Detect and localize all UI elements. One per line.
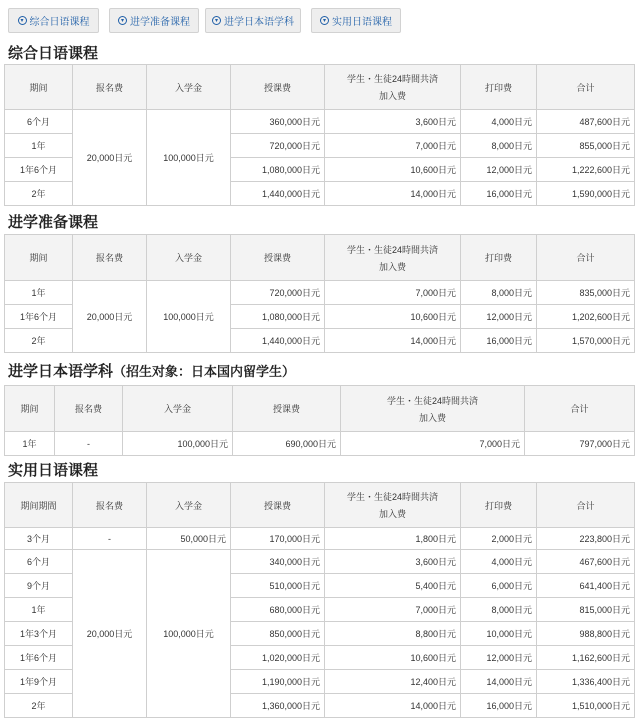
- col-admission: 入学金: [147, 483, 231, 528]
- table-row: 1年 680,000日元 7,000日元 8,000日元 815,000日元: [5, 598, 635, 622]
- col-registration: 报名费: [55, 386, 123, 432]
- col-period: 期间: [5, 65, 73, 110]
- section-title-practical: 实用日语课程: [8, 462, 99, 479]
- col-print: 打印费: [461, 235, 537, 281]
- col-admission: 入学金: [147, 65, 231, 110]
- table-header-row: [5, 483, 635, 528]
- col-tuition: 授课费: [231, 483, 325, 528]
- tab-general-japanese[interactable]: ▾ 综合日语课程: [8, 8, 99, 33]
- col-print: 打印费: [461, 483, 537, 528]
- tab-japanese-dept[interactable]: ▾ 进学日本语学科: [205, 8, 301, 33]
- table-row: 1年6个月 1,020,000日元 10,600日元 12,000日元 1,162,600日元: [5, 646, 635, 670]
- table-row: 6个月 20,000日元 100,000日元 340,000日元 3,600日元 4,000日元 467,600日元: [5, 550, 635, 574]
- table-header-row: [5, 386, 635, 432]
- table-row: 1年 - 100,000日元 690,000日元 7,000日元 797,000日元: [5, 432, 635, 456]
- admission-fee: 100,000日元: [147, 281, 231, 353]
- chevron-down-circle-icon: ▾: [118, 16, 127, 25]
- table-row: 1年 720,000日元 7,000日元 8,000日元 855,000日元: [5, 134, 635, 158]
- col-insurance: 学生・生徒24時間共済 加入费: [325, 483, 461, 528]
- col-tuition: 授课费: [233, 386, 341, 432]
- col-period: 期间: [5, 386, 55, 432]
- table-row: 6个月 20,000日元 100,000日元 360,000日元 3,600日元 4,000日元 487,600日元: [5, 110, 635, 134]
- fee-table-general: [4, 64, 635, 206]
- table-header-row: [5, 65, 635, 110]
- tab-advance-prep[interactable]: ▾ 进学准备课程: [109, 8, 199, 33]
- fee-table-practical: [4, 482, 635, 718]
- registration-fee: 20,000日元: [73, 281, 147, 353]
- chevron-down-circle-icon: ▾: [320, 16, 329, 25]
- col-total: 合计: [537, 65, 635, 110]
- admission-fee: 100,000日元: [147, 110, 231, 206]
- tab-practical-japanese[interactable]: ▾ 实用日语课程: [311, 8, 401, 33]
- col-registration: 报名费: [73, 235, 147, 281]
- fee-table-japanese-dept: [4, 385, 635, 456]
- col-total: 合计: [537, 235, 635, 281]
- table-row: 1年3个月 850,000日元 8,800日元 10,000日元 988,800日元: [5, 622, 635, 646]
- col-period: 期间期間: [5, 483, 73, 528]
- col-registration: 报名费: [73, 483, 147, 528]
- col-insurance: 学生・生徒24時間共済 加入费: [341, 386, 525, 432]
- col-total: 合计: [537, 483, 635, 528]
- chevron-down-circle-icon: ▾: [18, 16, 27, 25]
- table-row: 1年6个月 1,080,000日元 10,600日元 12,000日元 1,222,600日元: [5, 158, 635, 182]
- table-row: 1年9个月 1,190,000日元 12,400日元 14,000日元 1,336,400日元: [5, 670, 635, 694]
- col-tuition: 授课费: [231, 65, 325, 110]
- registration-fee: 20,000日元: [73, 550, 147, 718]
- section-title-advance-prep: 进学准备课程: [8, 214, 99, 231]
- col-print: 打印费: [461, 65, 537, 110]
- col-admission: 入学金: [123, 386, 233, 432]
- registration-fee: 20,000日元: [73, 110, 147, 206]
- table-row: 3个月 - 50,000日元 170,000日元 1,800日元 2,000日元 223,800日元: [5, 528, 635, 550]
- table-header-row: [5, 235, 635, 281]
- admission-fee: 100,000日元: [147, 550, 231, 718]
- table-row: 2年 1,360,000日元 14,000日元 16,000日元 1,510,000日元: [5, 694, 635, 718]
- table-row: 1年6个月 1,080,000日元 10,600日元 12,000日元 1,202,600日元: [5, 305, 635, 329]
- chevron-down-circle-icon: ▾: [212, 16, 221, 25]
- table-row: 9个月 510,000日元 5,400日元 6,000日元 641,400日元: [5, 574, 635, 598]
- col-period: 期间: [5, 235, 73, 281]
- table-row: 1年 20,000日元 100,000日元 720,000日元 7,000日元 8,000日元 835,000日元: [5, 281, 635, 305]
- col-tuition: 授课费: [231, 235, 325, 281]
- col-admission: 入学金: [147, 235, 231, 281]
- col-registration: 报名费: [73, 65, 147, 110]
- fee-table-advance-prep: [4, 234, 635, 353]
- section-title-japanese-dept: 进学日本语学科（招生对象：日本国内留学生）: [8, 363, 296, 380]
- table-row: 2年 1,440,000日元 14,000日元 16,000日元 1,570,000日元: [5, 329, 635, 353]
- section-title-general: 综合日语课程: [8, 45, 99, 62]
- col-total: 合计: [525, 386, 635, 432]
- col-insurance: 学生・生徒24時間共済 加入费: [325, 235, 461, 281]
- table-row: 2年 1,440,000日元 14,000日元 16,000日元 1,590,000日元: [5, 182, 635, 206]
- col-insurance: 学生・生徒24時間共済 加入费: [325, 65, 461, 110]
